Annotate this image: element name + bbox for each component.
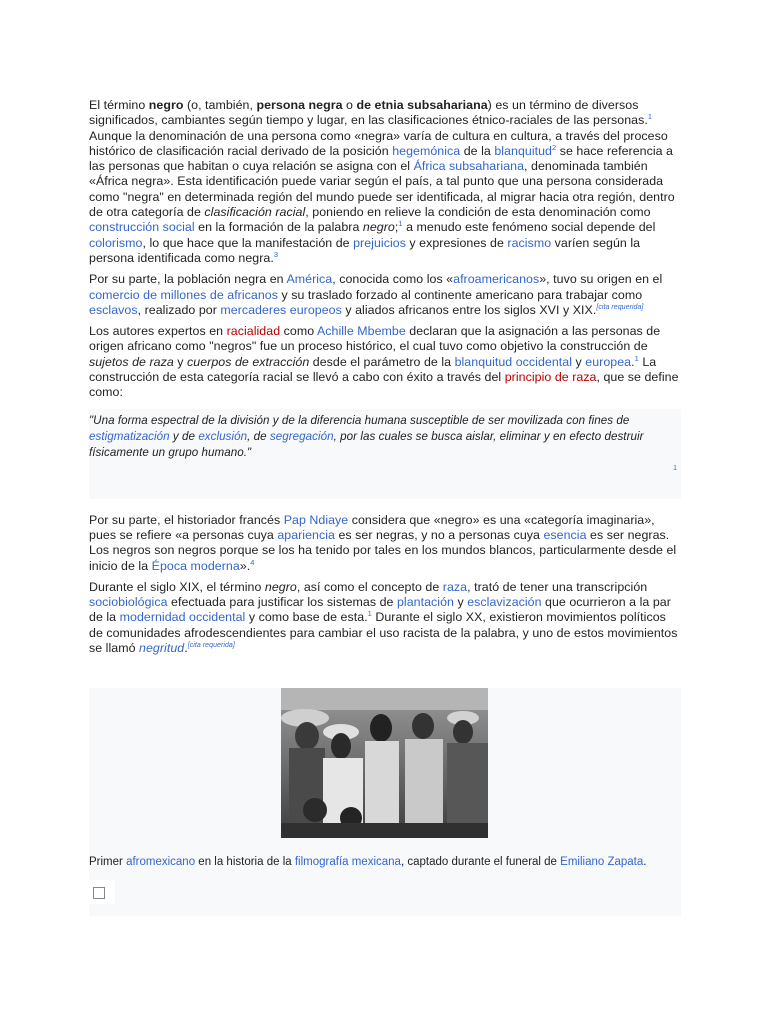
text: y de xyxy=(169,429,199,443)
text: , así como el concepto de xyxy=(296,579,443,594)
reference-link[interactable]: 2 xyxy=(552,142,557,152)
link-pap-ndiaye[interactable]: Pap Ndiaye xyxy=(283,512,349,527)
text: ) es un término de diversos significados, cambiantes según tiempo y lugar, en las clasificaciones étnico-raciales de las personas. xyxy=(89,98,648,128)
link-afromexicano[interactable]: afromexicano xyxy=(126,856,196,868)
text: Por su parte, el historiador francés xyxy=(89,512,284,527)
text: de la xyxy=(460,143,495,158)
reference-link[interactable]: 3 xyxy=(273,249,279,259)
link-estigmatizacion[interactable]: estigmatización xyxy=(89,429,170,443)
text: y xyxy=(572,354,586,369)
text: Durante el siglo XIX, el término xyxy=(89,579,265,594)
link-segregacion[interactable]: segregación xyxy=(269,429,334,443)
link-mercaderes-europeos[interactable]: mercaderes europeos xyxy=(220,302,342,317)
text: Primer xyxy=(89,856,127,868)
text: y como base de esta. xyxy=(245,610,368,625)
link-negritud[interactable]: negritud xyxy=(139,641,185,656)
text: , de xyxy=(247,429,270,443)
cita-requerida-link[interactable]: [cita requerida] xyxy=(596,303,644,311)
bold-term: persona negra xyxy=(256,98,343,112)
link-esclavos[interactable]: esclavos xyxy=(89,302,138,317)
text: que ocurrieron a la par de la xyxy=(89,595,671,625)
broken-image-icon xyxy=(93,887,105,899)
link-america[interactable]: América xyxy=(286,272,333,287)
link-afroamericanos[interactable]: afroamericanos xyxy=(453,272,540,287)
text: y aliados africanos entre los siglos XVI y XIX. xyxy=(341,302,597,317)
link-plantacion[interactable]: plantación xyxy=(396,595,454,610)
text: varíen según la persona identificada como negra. xyxy=(89,235,641,265)
text: es ser negras. Los negros son negros porque se los ha tenido por tales en los mundos blancos, particularmente desde el inicio de la xyxy=(89,527,677,573)
italic-text: cuerpos de extracción xyxy=(187,354,310,369)
link-europea[interactable]: europea xyxy=(585,354,632,369)
figure-caption xyxy=(89,856,646,868)
text: y xyxy=(453,595,468,610)
text: , que se define como: xyxy=(89,370,679,400)
link-apariencia[interactable]: apariencia xyxy=(277,527,335,542)
text: y su traslado forzado al continente americano para trabajar como xyxy=(277,287,643,302)
text: Aunque la denominación de una persona como «negra» varía de cultura en cultura, a través del proceso histórico de clasificación racial derivado de la posición xyxy=(89,128,668,158)
figure-box xyxy=(89,688,681,916)
paragraph-siglo-xix xyxy=(89,580,681,656)
text: , por las cuales se busca aislar, eliminar y en efecto destruir físicamente un grupo humano." xyxy=(89,429,644,459)
cita-requerida-link[interactable]: [cita requerida] xyxy=(187,641,235,649)
text: y xyxy=(173,354,188,369)
link-emiliano-zapata[interactable]: Emiliano Zapata xyxy=(560,856,644,868)
italic-text: sujetos de raza xyxy=(89,354,174,369)
text: . xyxy=(631,354,635,369)
link-racismo[interactable]: racismo xyxy=(507,235,552,250)
link-epoca-moderna[interactable]: Época moderna xyxy=(151,558,240,573)
article-body xyxy=(89,98,681,656)
text: , lo que hace que la manifestación de xyxy=(142,235,354,250)
reference-link[interactable]: 1 xyxy=(634,353,639,363)
paragraph-racialidad xyxy=(89,324,681,400)
text: efectuada para justificar los sistemas de xyxy=(167,595,397,610)
link-prejuicios[interactable]: prejuicios xyxy=(353,235,406,250)
text: "Una forma espectral de la división y de la diferencia humana susceptible de ser movilizada con fines de xyxy=(89,413,630,427)
text: en la formación de la palabra xyxy=(194,220,363,235)
image-placeholder[interactable] xyxy=(89,880,115,904)
text: Los autores expertos en xyxy=(89,324,227,339)
text: es ser negras, y no a personas cuya xyxy=(335,527,544,542)
reference-link[interactable]: 1 xyxy=(367,609,372,619)
italic-text: clasificación racial xyxy=(204,205,306,220)
link-comercio[interactable]: comercio de millones de africanos xyxy=(89,287,278,302)
text: en la historia de la xyxy=(195,856,295,868)
bold-term: negro xyxy=(148,98,184,112)
text: como xyxy=(280,324,317,339)
italic-text: negro xyxy=(264,579,297,594)
link-blanquitud-occidental[interactable]: blanquitud occidental xyxy=(454,354,573,369)
link-filmografia-mexicana[interactable]: filmografía mexicana xyxy=(294,856,401,868)
text: declaran que la asignación a las personas de origen africano como "negros" fue un proceso histórico, el cual tuvo como objetivo la construcción de xyxy=(89,324,661,354)
paragraph-intro xyxy=(89,98,681,266)
link-achille-mbembe[interactable]: Achille Mbembe xyxy=(316,324,406,339)
link-construccion-social[interactable]: construcción social xyxy=(89,220,195,235)
link-sociobiologica[interactable]: sociobiológica xyxy=(89,595,168,610)
photo-drawing xyxy=(281,688,488,838)
historical-photo[interactable] xyxy=(281,688,488,838)
link-colorismo[interactable]: colorismo xyxy=(89,235,143,250)
text: », tuvo su origen en el xyxy=(539,272,663,287)
text: ». xyxy=(239,558,251,573)
link-exclusion[interactable]: exclusión xyxy=(198,429,248,443)
text: La construcción de esta categoría racial se llevó a cabo con éxito a través del xyxy=(89,354,657,385)
italic-text: negro xyxy=(362,220,395,235)
text: desde el parámetro de la xyxy=(309,354,455,369)
reference-link[interactable]: 1 xyxy=(673,464,677,472)
text: , realizado por xyxy=(137,302,221,317)
blockquote xyxy=(89,409,681,499)
text: , poniendo en relieve la condición de esta denominación como xyxy=(305,205,651,220)
text: considera que «negro» es una «categoría imaginaria», pues se refiere «a personas cuya xyxy=(89,512,655,542)
text: se hace referencia a las personas que habitan o cuya relación se asigna con el xyxy=(89,143,673,174)
text: o xyxy=(342,98,357,112)
bold-term: de etnia subsahariana xyxy=(356,98,488,112)
link-modernidad-occidental[interactable]: modernidad occidental xyxy=(119,610,246,625)
text: y expresiones de xyxy=(405,235,508,250)
link-raza[interactable]: raza xyxy=(442,579,468,594)
text: El término xyxy=(89,98,149,112)
quote-text xyxy=(89,413,677,461)
paragraph-ndiaye xyxy=(89,513,681,574)
link-principio-de-raza[interactable]: principio de raza xyxy=(504,370,597,385)
text: . xyxy=(643,856,647,868)
reference-link[interactable]: 1 xyxy=(398,219,403,229)
link-africa-subsahariana[interactable]: África subsahariana xyxy=(413,159,525,174)
text: , trató de tener una transcripción xyxy=(467,579,648,594)
reference-link[interactable]: 1 xyxy=(647,112,653,122)
text: ; xyxy=(394,220,399,235)
link-hegemonica[interactable]: hegemónica xyxy=(392,143,461,158)
text: Durante el siglo XX, existieron movimientos políticos de comunidades afrodescendientes para cambiar el uso racista de la palabra, y uno de estos movimientos se llamó xyxy=(89,610,678,656)
text: . xyxy=(184,641,188,656)
reference-link[interactable]: 4 xyxy=(250,557,255,567)
link-blanquitud[interactable]: blanquitud xyxy=(494,143,552,158)
text: , captado durante el funeral de xyxy=(400,856,561,868)
text: , conocida como los « xyxy=(332,272,454,287)
text: , denominada también «África negra». Esta identificación puede variar según el país, a tal punto que una persona considerada como "negra" en determinada región del mundo puede ser identificada, al migrar hacia otra región, dentro de otra categoría de xyxy=(89,159,675,220)
text: (o, también, xyxy=(183,98,257,112)
text: a menudo este fenómeno social depende del xyxy=(402,220,656,235)
text: Por su parte, la población negra en xyxy=(89,272,287,287)
link-esencia[interactable]: esencia xyxy=(543,527,587,542)
paragraph-america xyxy=(89,272,681,318)
link-esclavizacion[interactable]: esclavización xyxy=(467,595,542,610)
link-racialidad[interactable]: racialidad xyxy=(226,324,281,339)
